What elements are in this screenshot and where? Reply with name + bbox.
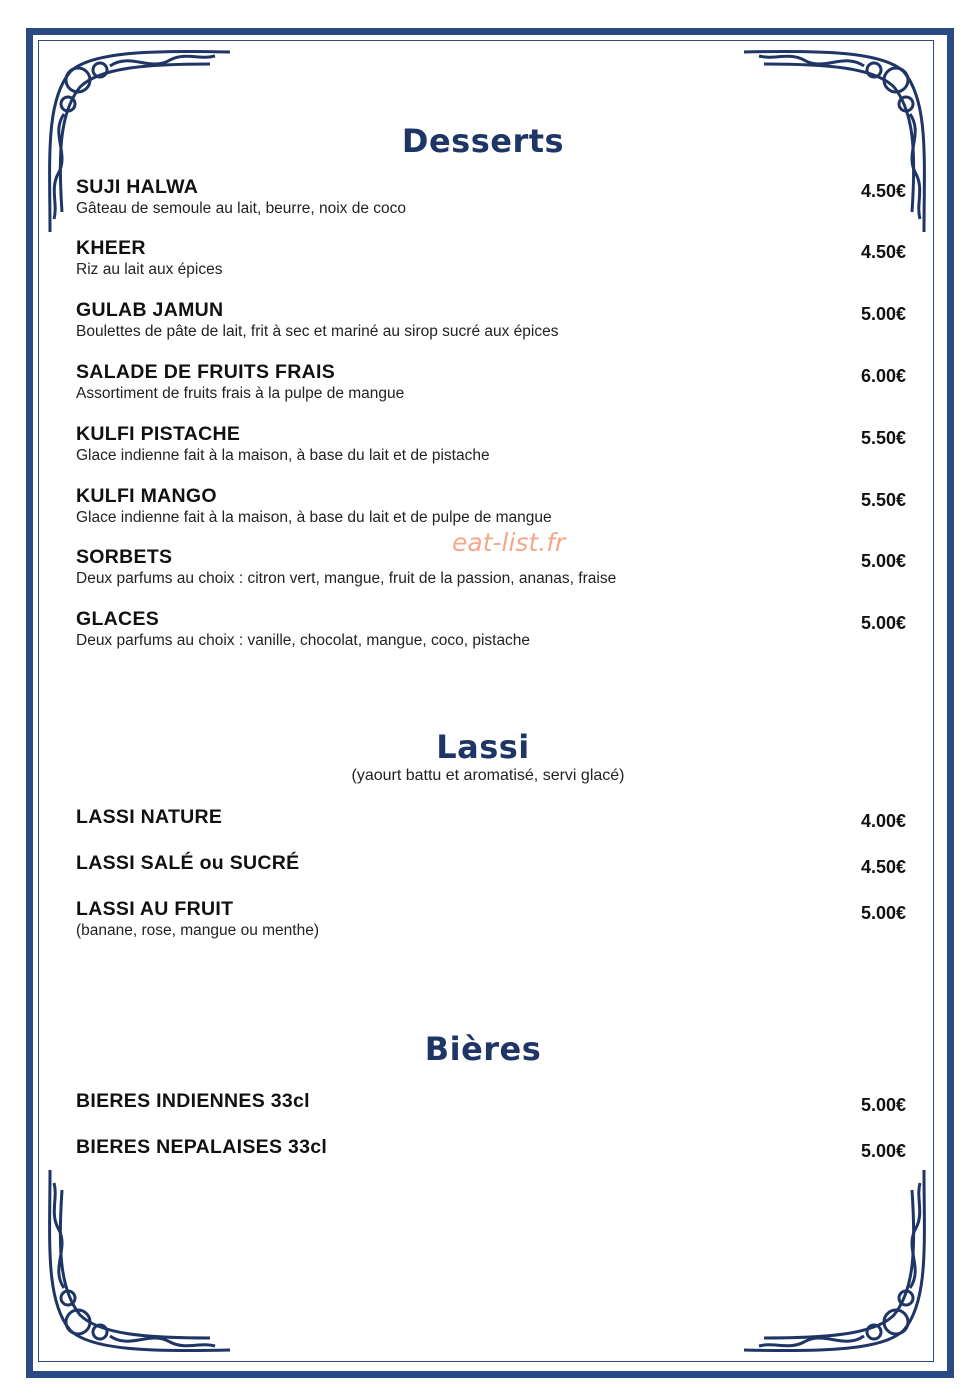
item-price: 5.00€	[860, 903, 906, 923]
section-title-bieres: Bières	[424, 1030, 542, 1068]
item-description: Deux parfums au choix : vanille, chocolat, mangue, coco, pistache	[76, 632, 531, 649]
menu-item	[76, 176, 906, 219]
section-title-lassi: Lassi	[436, 728, 530, 766]
item-name: SALADE DE FRUITS FRAIS	[76, 361, 336, 383]
menu-item	[76, 299, 906, 342]
item-name: BIERES INDIENNES 33cl	[76, 1090, 310, 1112]
item-name: GLACES	[76, 608, 160, 630]
item-price: 6.00€	[860, 366, 906, 386]
menu-item	[76, 485, 906, 528]
section-subtitle-lassi: (yaourt battu et aromatisé, servi glacé)	[351, 767, 625, 784]
item-name: BIERES NEPALAISES 33cl	[76, 1136, 328, 1158]
watermark: eat-list.fr	[452, 528, 566, 557]
item-price: 5.50€	[860, 490, 906, 510]
item-name: SORBETS	[76, 546, 173, 568]
menu-item	[76, 852, 906, 877]
item-price: 4.50€	[860, 242, 906, 262]
menu-item	[76, 423, 906, 466]
section-title-desserts: Desserts	[401, 122, 565, 160]
item-description: Glace indienne fait à la maison, à base du lait et de pulpe de mangue	[76, 509, 552, 526]
item-name: LASSI NATURE	[76, 806, 223, 828]
item-price: 4.50€	[860, 857, 906, 877]
item-name: LASSI AU FRUIT	[76, 898, 234, 920]
menu-item	[76, 237, 906, 280]
item-price: 5.00€	[860, 1141, 906, 1161]
item-price: 5.00€	[860, 1095, 906, 1115]
item-description: Gâteau de semoule au lait, beurre, noix de coco	[76, 200, 407, 217]
menu-item	[76, 1136, 906, 1161]
item-price: 4.50€	[860, 181, 906, 201]
item-description: (banane, rose, mangue ou menthe)	[76, 922, 319, 939]
item-description: Boulettes de pâte de lait, frit à sec et mariné au sirop sucré aux épices	[76, 323, 559, 340]
item-description: Assortiment de fruits frais à la pulpe de mangue	[76, 385, 405, 402]
item-price: 5.50€	[860, 428, 906, 448]
item-name: KHEER	[76, 237, 146, 259]
item-name: KULFI MANGO	[76, 485, 217, 507]
item-description: Glace indienne fait à la maison, à base du lait et de pistache	[76, 447, 490, 464]
item-name: SUJI HALWA	[76, 176, 199, 198]
item-price: 5.00€	[860, 304, 906, 324]
corner-ornament-bottom-right	[734, 1160, 934, 1360]
menu-item	[76, 806, 906, 831]
menu-item	[76, 361, 906, 404]
menu-item	[76, 1090, 906, 1115]
item-name: LASSI SALÉ ou SUCRÉ	[76, 852, 300, 874]
menu-item	[76, 608, 906, 651]
item-price: 5.00€	[860, 613, 906, 633]
item-description: Riz au lait aux épices	[76, 261, 223, 278]
item-price: 4.00€	[860, 811, 906, 831]
item-description: Deux parfums au choix : citron vert, mangue, fruit de la passion, ananas, fraise	[76, 570, 617, 587]
item-price: 5.00€	[860, 551, 906, 571]
item-name: GULAB JAMUN	[76, 299, 224, 321]
item-name: KULFI PISTACHE	[76, 423, 241, 445]
corner-ornament-bottom-left	[40, 1160, 240, 1360]
menu-item	[76, 898, 906, 941]
